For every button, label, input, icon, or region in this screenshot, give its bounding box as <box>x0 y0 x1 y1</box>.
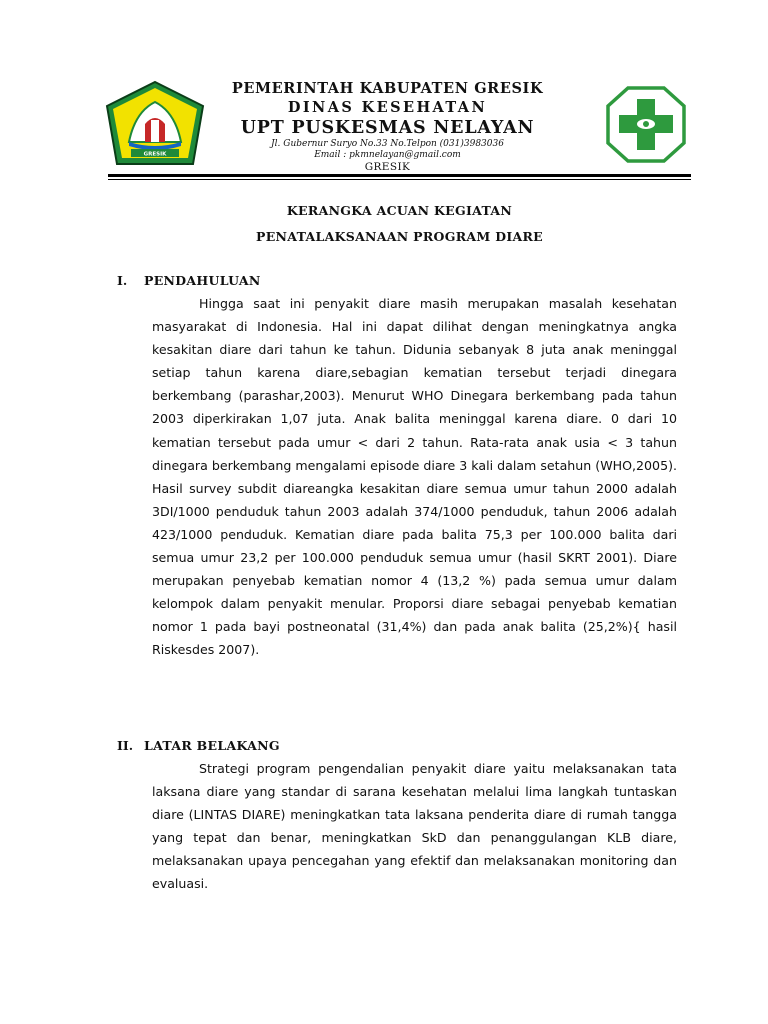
section-number: I. <box>117 273 128 288</box>
letterhead-divider-thick <box>108 174 691 177</box>
section-heading-pendahuluan: PENDAHULUAN <box>144 273 261 288</box>
letterhead-email: Email : pkmnelayan@gmail.com <box>314 150 461 160</box>
document-subtitle: PENATALAKSANAAN PROGRAM DIARE <box>256 229 543 244</box>
emblem-text: GRESIK <box>143 151 167 158</box>
section-number: II. <box>117 738 134 753</box>
letterhead-department: DINAS KESEHATAN <box>287 99 488 116</box>
document-title: KERANGKA ACUAN KEGIATAN <box>286 203 513 218</box>
section-body-pendahuluan: Hingga saat ini penyakit diare masih merupakan masalah kesehatan masyarakat di Indonesia. Hal ini dapat dilihat dengan meningkatnya angka kesakitan diare dari tahun ke tahun. Didunia sebanyak 8 juta anak meninggal setiap tahun karena diare,sebagian kematian tersebut terjadi dinegara berkembang (parashar,2003). Menurut WHO Dinegara berkembang pada tahun 2003 diperkirakan 1,07 juta. Anak balita meninggal karena diare. 0 dari 10 kematian tersebut pada umur < dari 2 tahun. Rata-rata anak usia < 3 tahun dinegara berkembang mengalami episode diare 3 kali dalam setahun (WHO,2005). Hasil survey subdit diareangka kesakitan diare semua umur tahun 2000 adalah 3DI/1000 penduduk tahun 2003 adalah 374/1000 penduduk, tahun 2006 adalah 423/1000 penduduk. Kematian diare pada balita 75,3 per 100.000 balita dari semua umur 23,2 per 100.000 penduduk semua umur (hasil SKRT 2001). Diare merupakan penyebab kematian nomor 4 (13,2 %) pada semua umur dalam kelompok dalam penyakit menular. Proporsi diare sebagai penyebab kematian nomor 1 pada bayi postneonatal (31,4%) dan pada anak balita (25,2%){ hasil Riskesdes 2007). <box>152 296 677 658</box>
letterhead-address: Jl. Gubernur Suryo No.33 No.Telpon (031)3983036 <box>271 139 504 149</box>
letterhead-divider-thin <box>108 179 691 180</box>
letterhead <box>215 79 560 174</box>
letterhead-institution: UPT PUSKESMAS NELAYAN <box>240 118 535 138</box>
letterhead-government: PEMERINTAH KABUPATEN GRESIK <box>231 80 544 97</box>
section-body-latar-belakang: Strategi program pengendalian penyakit diare yaitu melaksanakan tata laksana diare yang standar di sarana kesehatan melalui lima langkah tuntaskan diare (LINTAS DIARE) meningkatkan tata laksana penderita diare di rumah tangga yang tepat dan benar, meningkatkan SkD dan penanggulangan KLB diare, melaksanakan upaya pencegahan yang efektif dan melaksanakan monitoring dan evaluasi. <box>152 761 677 892</box>
section-heading-latar-belakang: LATAR BELAKANG <box>144 738 280 753</box>
puskesmas-logo <box>606 86 686 163</box>
letterhead-city: GRESIK <box>364 161 411 173</box>
gresik-emblem-logo <box>105 80 205 166</box>
